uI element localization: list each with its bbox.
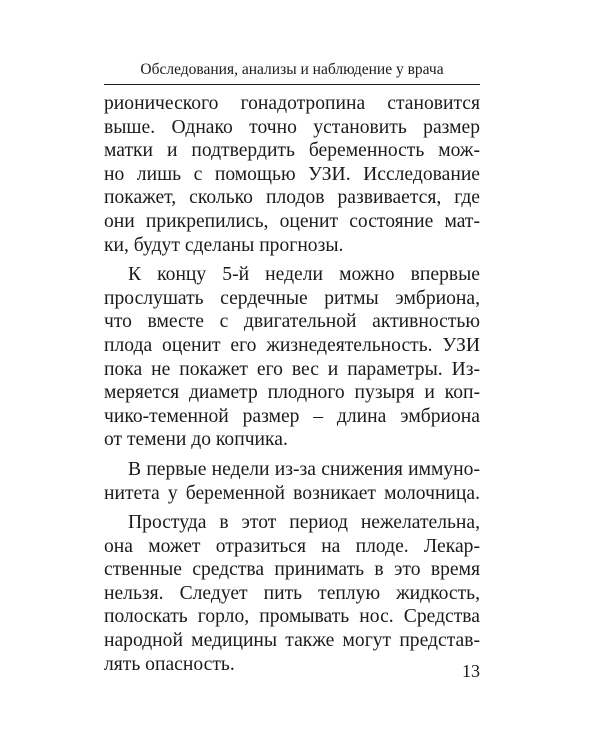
text-line: К концу 5-й недели можно впервые [128,264,480,286]
body-text [104,92,480,682]
text-line: В первые недели из-за снижения иммуно- [128,458,480,480]
text-line: она может отразиться на плоде. Лекар- [104,535,480,557]
text-line: они прикрепились, оценит состояние мат- [104,210,480,232]
text-line: но лишь с помощью УЗИ. Исследование [104,163,480,185]
page-number: 13 [462,661,480,681]
text-line: ки, будут сделаны прогнозы. [104,234,344,256]
text-line: полоскать горло, промывать нос. Средства [104,606,480,628]
text-line: нельзя. Следует пить теплую жидкость, [104,582,480,604]
text-line: ственные средства принимать в это время [104,559,480,581]
text-line: рионического гонадотропина становится [104,93,480,114]
text-line: прослушать сердечные ритмы эмбриона, [104,287,480,309]
paragraph-1 [104,92,480,257]
paragraph-4 [104,511,480,676]
text-line: меряется диаметр плодного пузыря и коп- [104,382,480,404]
text-line: покажет, сколько плодов развивается, где [104,187,480,209]
running-head: Обследования, анализы и наблюдение у врача [140,61,444,78]
text-line: чико-теменной размер – длина эмбриона [104,405,480,427]
text-line: пока не покажет его вес и параметры. Из- [104,358,480,380]
header-rule [104,84,480,85]
text-line: выше. Однако точно установить размер [104,116,480,138]
paragraph-3 [104,458,480,505]
paragraph-2 [104,263,480,452]
text-line: Простуда в этот период нежелательна, [128,512,480,534]
text-line: плода оценит его жизнедеятельность. УЗИ [104,334,480,356]
text-line: лять опасность. [104,653,235,675]
text-line: от темени до копчика. [104,429,288,451]
text-line: матки и подтвердить беременность мож- [104,140,480,162]
text-line: что вместе с двигательной активностью [104,311,480,333]
text-line: нитета у беременной возникает молочница. [104,482,480,504]
text-line: народной медицины также могут представ- [104,630,480,652]
